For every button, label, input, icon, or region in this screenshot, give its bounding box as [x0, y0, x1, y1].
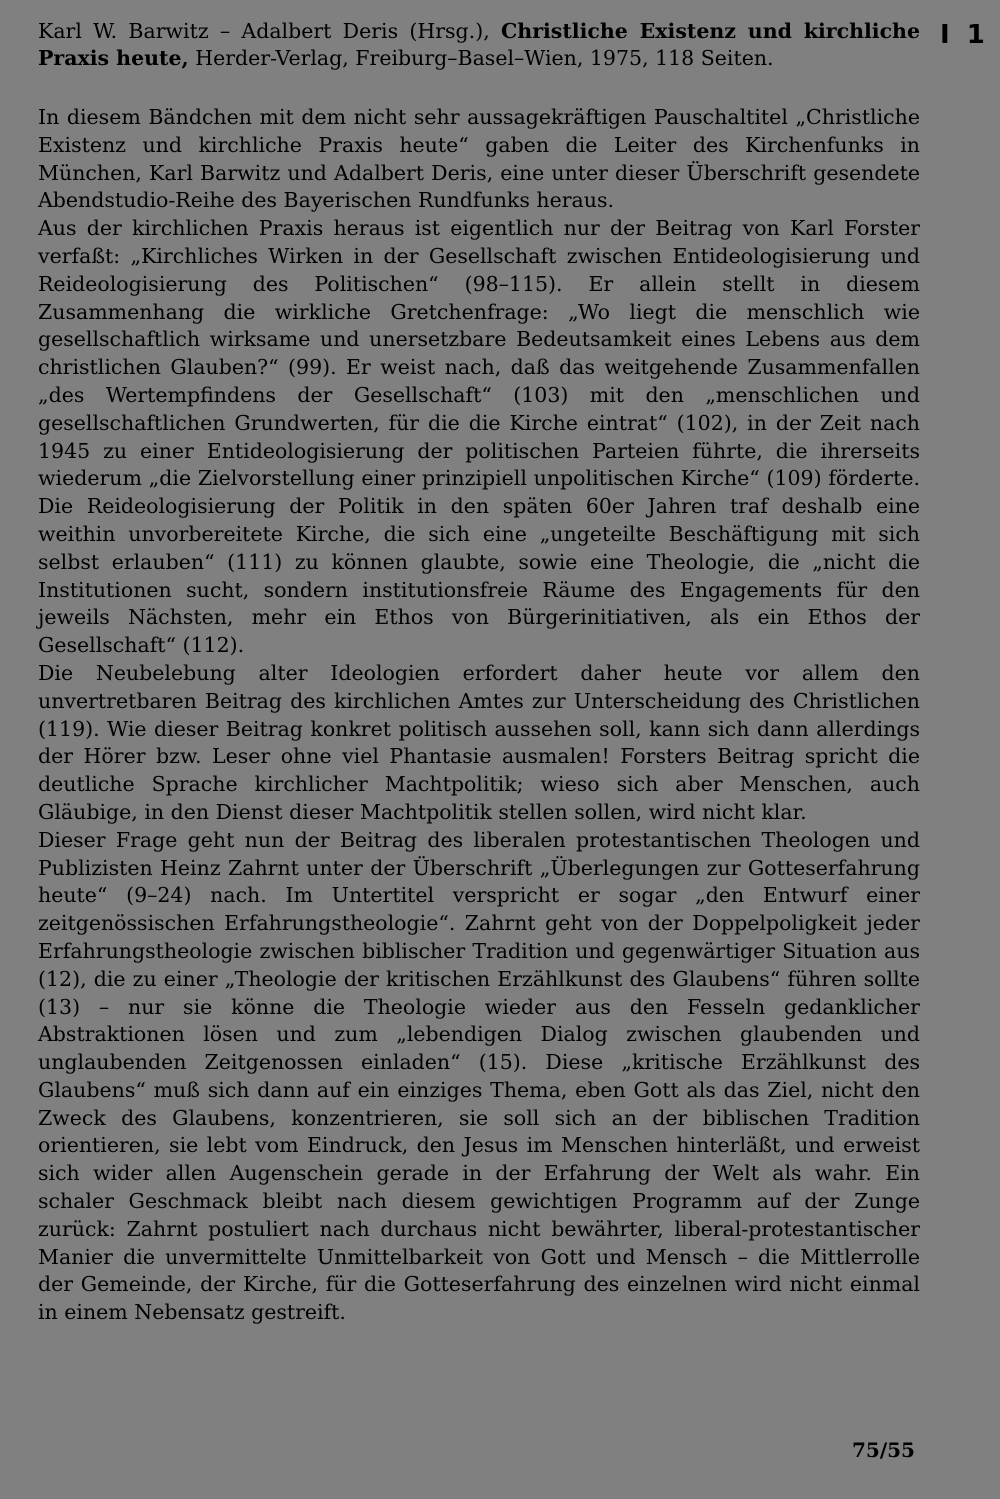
book-publication: Herder-Verlag, Freiburg–Basel–Wien, 1975, 118 Seiten.: [195, 46, 774, 70]
review-body: [38, 104, 920, 1327]
review-header: [38, 18, 920, 72]
page-number: 75/55: [852, 1438, 915, 1462]
paragraph-4: Dieser Frage geht nun der Beitrag des liberalen protestantischen Theologen und Publizisten Heinz Zahrnt unter der Überschrift „Überlegungen zur Gotteserfahrung heute“ (9–24) nach. Im Untertitel verspricht er sogar „den Entwurf einer zeitgenössischen Erfahrungstheologie“. Zahrnt geht von der Doppelpoligkeit jeder Erfahrungstheologie zwischen biblischer Tradition und gegenwärtiger Situation aus (12), die zu einer „Theologie der kritischen Erzählkunst des Glaubens“ führen sollte (13) – nur sie könne die Theologie wieder aus den Fesseln gedanklicher Abstraktionen lösen und zum „lebendigen Dialog zwischen glaubenden und unglaubenden Zeitgenossen einladen“ (15). Diese „kritische Erzählkunst des Glaubens“ muß sich dann auf ein einziges Thema, eben Gott als das Ziel, nicht den Zweck des Glaubens, konzentrieren, sie soll sich an der biblischen Tradition orientieren, sie lebt vom Eindruck, den Jesus im Menschen hinterläßt, und erweist sich wider allen Augenschein gerade in der Erfahrung der Welt als wahr. Ein schaler Geschmack bleibt nach diesem gewichtigen Programm auf der Zunge zurück: Zahrnt postuliert nach durchaus nicht bewährter, liberal-protestantischer Manier die unvermittelte Unmittelbarkeit von Gott und Mensch – die Mittlerrolle der Gemeinde, der Kirche, für die Gotteserfahrung des einzelnen wird nicht einmal in einem Nebensatz gestreift.: [38, 827, 920, 1325]
paragraph-2: Aus der kirchlichen Praxis heraus ist eigentlich nur der Beitrag von Karl Forster verfaßt: „Kirchliches Wirken in der Gesellschaft zwischen Entideologisierung und Reideologisierung des Politischen“ (98–115). Er allein stellt in diesem Zusammenhang die wirkliche Gretchenfrage: „Wo liegt die menschlich wie gesellschaftlich wirksame und unersetzbare Bedeutsamkeit eines Lebens aus dem christlichen Glauben?“ (99). Er weist nach, daß das weitgehende Zusammenfallen „des Wertempfindens der Gesellschaft“ (103) mit den „menschlichen und gesellschaftlichen Grundwerten, für die die Kirche eintrat“ (102), in der Zeit nach 1945 zu einer Entideologisierung der politischen Parteien führte, die ihrerseits wiederum „die Zielvorstellung einer prinzipiell unpolitischen Kirche“ (109) förderte. Die Reideologisierung der Politik in den späten 60er Jahren traf deshalb eine weithin unvorbereitete Kirche, die sich eine „ungeteilte Beschäftigung mit sich selbst erlauben“ (111) zu können glaubte, sowie eine Theologie, die „nicht die Institutionen sucht, sondern institutionsfreie Räume des Engagements für den jeweils Nächsten, mehr ein Ethos von Bürgerinitiativen, als ein Ethos der Gesellschaft“ (112).: [38, 216, 920, 658]
paragraph-3: Die Neubelebung alter Ideologien erfordert daher heute vor allem den unvertretbaren Beitrag des kirchlichen Amtes zur Unterscheidung des Christlichen (119). Wie dieser Beitrag konkret politisch aussehen soll, kann sich dann allerdings der Hörer bzw. Leser ohne viel Phantasie ausmalen! Forsters Beitrag spricht die deutliche Sprache kirchlicher Machtpolitik; wieso sich aber Menschen, auch Gläubige, in den Dienst dieser Machtpolitik stellen sollen, wird nicht klar.: [38, 660, 920, 824]
bibliographic-header: [38, 18, 920, 72]
paragraph-1: In diesem Bändchen mit dem nicht sehr aussagekräftigen Pauschaltitel „Christliche Existenz und kirchliche Praxis heute“ gaben die Leiter des Kirchenfunks in München, Karl Barwitz und Adalbert Deris, eine unter dieser Überschrift gesendete Abendstudio-Reihe des Bayerischen Rundfunks heraus.: [38, 105, 920, 213]
book-title: Christliche Existenz und kirchliche Praxis heute,: [38, 19, 921, 70]
margin-mark: I 1: [940, 20, 989, 50]
book-authors: Karl W. Barwitz – Adalbert Deris (Hrsg.),: [38, 19, 490, 43]
